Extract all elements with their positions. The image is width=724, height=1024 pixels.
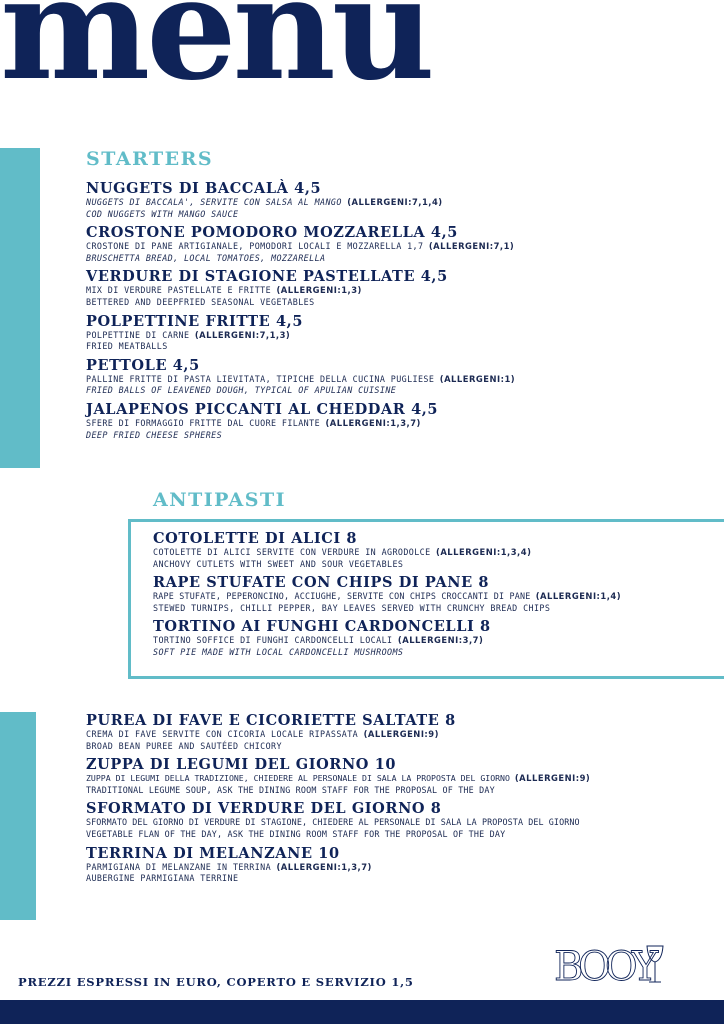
menu-item xyxy=(86,756,590,796)
item-description-en: VEGETABLE FLAN OF THE DAY, ASK THE DINING ROOM STAFF FOR THE PROPOSAL OF THE DAY xyxy=(86,828,506,839)
menu-item xyxy=(86,224,515,264)
item-description-it: RAPE STUFATE, PEPERONCINO, ACCIUGHE, SERVITE CON CHIPS CROCCANTI DI PANE (ALLERGENI:1,4) xyxy=(153,591,622,602)
item-description-en: AUBERGINE PARMIGIANA TERRINE xyxy=(86,873,239,884)
item-description-it: CREMA DI FAVE SERVITE CON CICORIA LOCALE RIPASSATA (ALLERGENI:9) xyxy=(86,729,439,739)
starters-heading: STARTERS xyxy=(86,148,214,170)
item-name: VERDURE DI STAGIONE PASTELLATE 4,5 xyxy=(86,268,448,286)
item-description-it: COTOLETTE DI ALICI SERVITE CON VERDURE IN AGRODOLCE (ALLERGENI:1,3,4) xyxy=(153,547,532,557)
allergens: (ALLERGENI:7,1) xyxy=(428,241,515,252)
item-description-it: PALLINE FRITTE DI PASTA LIEVITATA, TIPICHE DELLA CUCINA PUGLIESE (ALLERGENI:1) xyxy=(86,373,516,384)
item-name: POLPETTINE FRITTE 4,5 xyxy=(86,312,304,330)
item-description-it: TORTINO SOFFICE DI FUNGHI CARDONCELLI LOCALI (ALLERGENI:3,7) xyxy=(153,635,484,646)
item-name: TERRINA DI MELANZANE 10 xyxy=(86,844,340,862)
item-description-it: ZUPPA DI LEGUMI DELLA TRADIZIONE, CHIEDERE AL PERSONALE DI SALA LA PROPOSTA DEL GIORNO (ALLERGENI:9) xyxy=(86,773,591,784)
item-description-en: DEEP FRIED CHEESE SPHERES xyxy=(86,429,223,440)
footer-note: PREZZI ESPRESSI IN EURO, COPERTO E SERVIZIO 1,5 xyxy=(18,975,414,989)
item-description-en: SOFT PIE MADE WITH LOCAL CARDONCELLI MUSHROOMS xyxy=(153,646,404,657)
allergens: (ALLERGENI:1,3,7) xyxy=(325,417,421,428)
mains-list xyxy=(86,712,590,889)
menu-item xyxy=(86,180,515,220)
menu-item xyxy=(153,574,621,614)
menu-item xyxy=(86,268,515,308)
menu-item xyxy=(86,845,590,885)
item-description-it: SFERE DI FORMAGGIO FRITTE DAL CUORE FILANTE (ALLERGENI:1,3,7) xyxy=(86,417,421,428)
item-name: JALAPENOS PICCANTI AL CHEDDAR 4,5 xyxy=(86,400,439,418)
item-description-en: COD NUGGETS WITH MANGO SAUCE xyxy=(86,208,239,219)
allergens: (ALLERGENI:1,3,4) xyxy=(436,547,532,557)
item-description-en: TRADITIONAL LEGUME SOUP, ASK THE DINING ROOM STAFF FOR THE PROPOSAL OF THE DAY xyxy=(86,784,495,795)
item-description-en: BETTERED AND DEEPFRIED SEASONAL VEGETABLES xyxy=(86,296,315,307)
allergens: (ALLERGENI:1,3) xyxy=(276,285,362,296)
item-description-en: ANCHOVY CUTLETS WITH SWEET AND SOUR VEGETABLES xyxy=(153,558,404,569)
booy-logo xyxy=(554,942,672,988)
allergens: (ALLERGENI:7,1,3) xyxy=(194,329,291,340)
item-name: RAPE STUFATE CON CHIPS DI PANE 8 xyxy=(153,574,490,592)
item-name: ZUPPA DI LEGUMI DEL GIORNO 10 xyxy=(86,756,397,774)
logo-text: BOOY xyxy=(554,944,653,988)
item-description-it: CROSTONE DI PANE ARTIGIANALE, POMODORI LOCALI E MOZZARELLA 1,7 (ALLERGENI:7,1) xyxy=(86,241,515,252)
item-name: COTOLETTE DI ALICI 8 xyxy=(153,530,358,547)
allergens: (ALLERGENI:1,3,7) xyxy=(276,861,372,872)
page-title: menu xyxy=(0,0,432,112)
allergens: (ALLERGENI:3,7) xyxy=(397,635,484,646)
menu-item xyxy=(86,313,515,353)
item-description-en: BRUSCHETTA BREAD, LOCAL TOMATOES, MOZZARELLA xyxy=(86,252,326,263)
allergens: (ALLERGENI:1) xyxy=(439,373,516,384)
allergens: (ALLERGENI:7,1,4) xyxy=(347,197,443,207)
menu-item xyxy=(86,357,515,397)
menu-item xyxy=(86,800,590,840)
item-description-en: FRIED BALLS OF LEAVENED DOUGH, TYPICAL OF APULIAN CUISINE xyxy=(86,385,397,396)
item-description-en: FRIED MEATBALLS xyxy=(86,341,168,352)
item-name: NUGGETS DI BACCALÀ 4,5 xyxy=(86,180,322,197)
menu-item xyxy=(86,712,590,752)
starters-list xyxy=(86,180,515,445)
item-name: TORTINO AI FUNGHI CARDONCELLI 8 xyxy=(153,618,491,636)
antipasti-heading: ANTIPASTI xyxy=(153,489,287,511)
allergens: (ALLERGENI:9) xyxy=(514,773,591,784)
antipasti-list xyxy=(153,530,621,663)
item-description-en: STEWED TURNIPS, CHILLI PEPPER, BAY LEAVES SERVED WITH CRUNCHY BREAD CHIPS xyxy=(153,602,551,613)
item-name: PUREA DI FAVE E CICORIETTE SALTATE 8 xyxy=(86,712,456,729)
mains-accent-bar xyxy=(0,712,36,920)
allergens: (ALLERGENI:1,4) xyxy=(535,591,622,602)
starters-accent-bar xyxy=(0,148,40,468)
item-description-it: PARMIGIANA DI MELANZANE IN TERRINA (ALLERGENI:1,3,7) xyxy=(86,861,372,872)
item-name: PETTOLE 4,5 xyxy=(86,356,200,374)
item-name: SFORMATO DI VERDURE DEL GIORNO 8 xyxy=(86,800,442,818)
item-description-it: SFORMATO DEL GIORNO DI VERDURE DI STAGIONE, CHIEDERE AL PERSONALE DI SALA LA PROPOSTA DEL GIORNO xyxy=(86,817,580,828)
menu-item xyxy=(86,401,515,441)
item-description-it: MIX DI VERDURE PASTELLATE E FRITTE (ALLERGENI:1,3) xyxy=(86,285,362,296)
item-description-it: NUGGETS DI BACCALA', SERVITE CON SALSA AL MANGO (ALLERGENI:7,1,4) xyxy=(86,197,443,207)
bottom-bar xyxy=(0,1000,724,1024)
menu-item xyxy=(153,618,621,658)
item-description-en: BROAD BEAN PUREE AND SAUTÉED CHICORY xyxy=(86,740,282,751)
item-description-it: POLPETTINE DI CARNE (ALLERGENI:7,1,3) xyxy=(86,329,291,340)
item-name: CROSTONE POMODORO MOZZARELLA 4,5 xyxy=(86,224,458,242)
menu-item xyxy=(153,530,621,570)
allergens: (ALLERGENI:9) xyxy=(363,729,439,739)
